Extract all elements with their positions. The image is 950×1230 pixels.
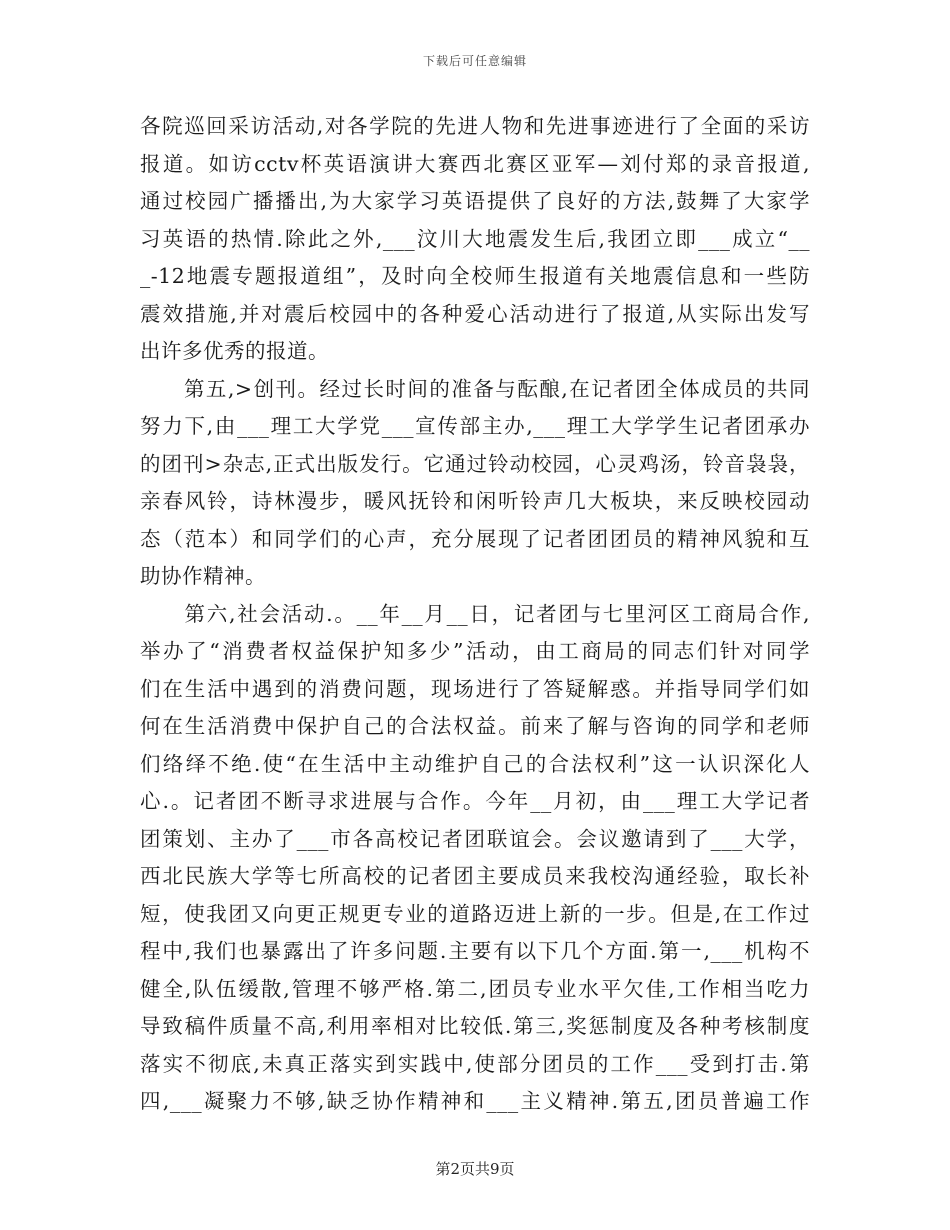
text-line: 落实不彻底,未真正落实到实践中,使部分团员的工作___受到打击.第 [140, 1051, 810, 1076]
text-line: 第六,社会活动.。__年__月__日，记者团与七里河区工商局合作, [140, 601, 810, 626]
text-line: 亲春风铃，诗林漫步，暖风抚铃和闲听铃声几大板块，来反映校园动 [140, 489, 810, 513]
page-header: 下载后可任意编辑 [422, 54, 527, 68]
text-line: 们在生活中遇到的消费问题，现场进行了答疑解惑。并指导同学们如 [140, 676, 810, 701]
text-line: 通过校园广播播出,为大家学习英语提供了良好的方法,鼓舞了大家学 [140, 189, 810, 213]
text-line: 们络绎不绝.使“在生活中主动维护自己的合法权利”这一认识深化人 [140, 751, 810, 776]
text-line: 程中,我们也暴露出了许多问题.主要有以下几个方面.第一,___机构不 [140, 939, 810, 963]
text-line: _-12地震专题报道组”，及时向全校师生报道有关地震信息和一些防 [140, 264, 810, 288]
text-line: 心.。记者团不断寻求进展与合作。今年__月初，由___理工大学记者 [140, 789, 810, 813]
text-line: 震效措施,并对震后校园中的各种爱心活动进行了报道,从实际出发写 [140, 301, 810, 326]
text-line: 报道。如访cctv杯英语演讲大赛西北赛区亚军—刘付郑的录音报道, [140, 151, 810, 176]
text-line: 态（范本）和同学们的心声，充分展现了记者团团员的精神风貌和互 [140, 526, 810, 551]
page-number: 第2页共9页 [435, 1160, 515, 1178]
text-line: 习英语的热情.除此之外,___汶川大地震发生后,我团立即___成立“__ [140, 226, 810, 251]
document-body [140, 108, 810, 1121]
text-line: 各院巡回采访活动,对各学院的先进人物和先进事迹进行了全面的采访 [140, 114, 810, 138]
text-line: 西北民族大学等七所高校的记者团主要成员来我校沟通经验，取长补 [140, 864, 810, 888]
text-line: 的团刊>杂志,正式出版发行。它通过铃动校园，心灵鸡汤，铃音袅袅， [140, 451, 810, 476]
text-line: 努力下,由___理工大学党___宣传部主办,___理工大学学生记者团承办 [140, 414, 810, 438]
text-line: 四,___凝聚力不够,缺乏协作精神和___主义精神.第五,团员普遍工作 [140, 1089, 810, 1113]
text-line: 举办了“消费者权益保护知多少”活动，由工商局的同志们针对同学 [140, 639, 810, 663]
text-line: 短，使我团又向更正规更专业的道路迈进上新的一步。但是,在工作过 [140, 901, 810, 926]
text-line: 健全,队伍缓散,管理不够严格.第二,团员专业水平欠佳,工作相当吃力 [140, 976, 810, 1001]
text-line: 助协作精神。 [140, 564, 266, 588]
text-line: 导致稿件质量不高,利用率相对比较低.第三,奖惩制度及各种考核制度 [140, 1014, 810, 1038]
text-line: 出许多优秀的报道。 [140, 339, 329, 363]
text-line: 团策划、主办了___市各高校记者团联谊会。会议邀请到了___大学， [140, 826, 810, 851]
text-line: 第五,>创刊。经过长时间的准备与酝酿,在记者团全体成员的共同 [140, 376, 810, 401]
text-line: 何在生活消费中保护自己的合法权益。前来了解与咨询的同学和老师 [140, 714, 810, 738]
